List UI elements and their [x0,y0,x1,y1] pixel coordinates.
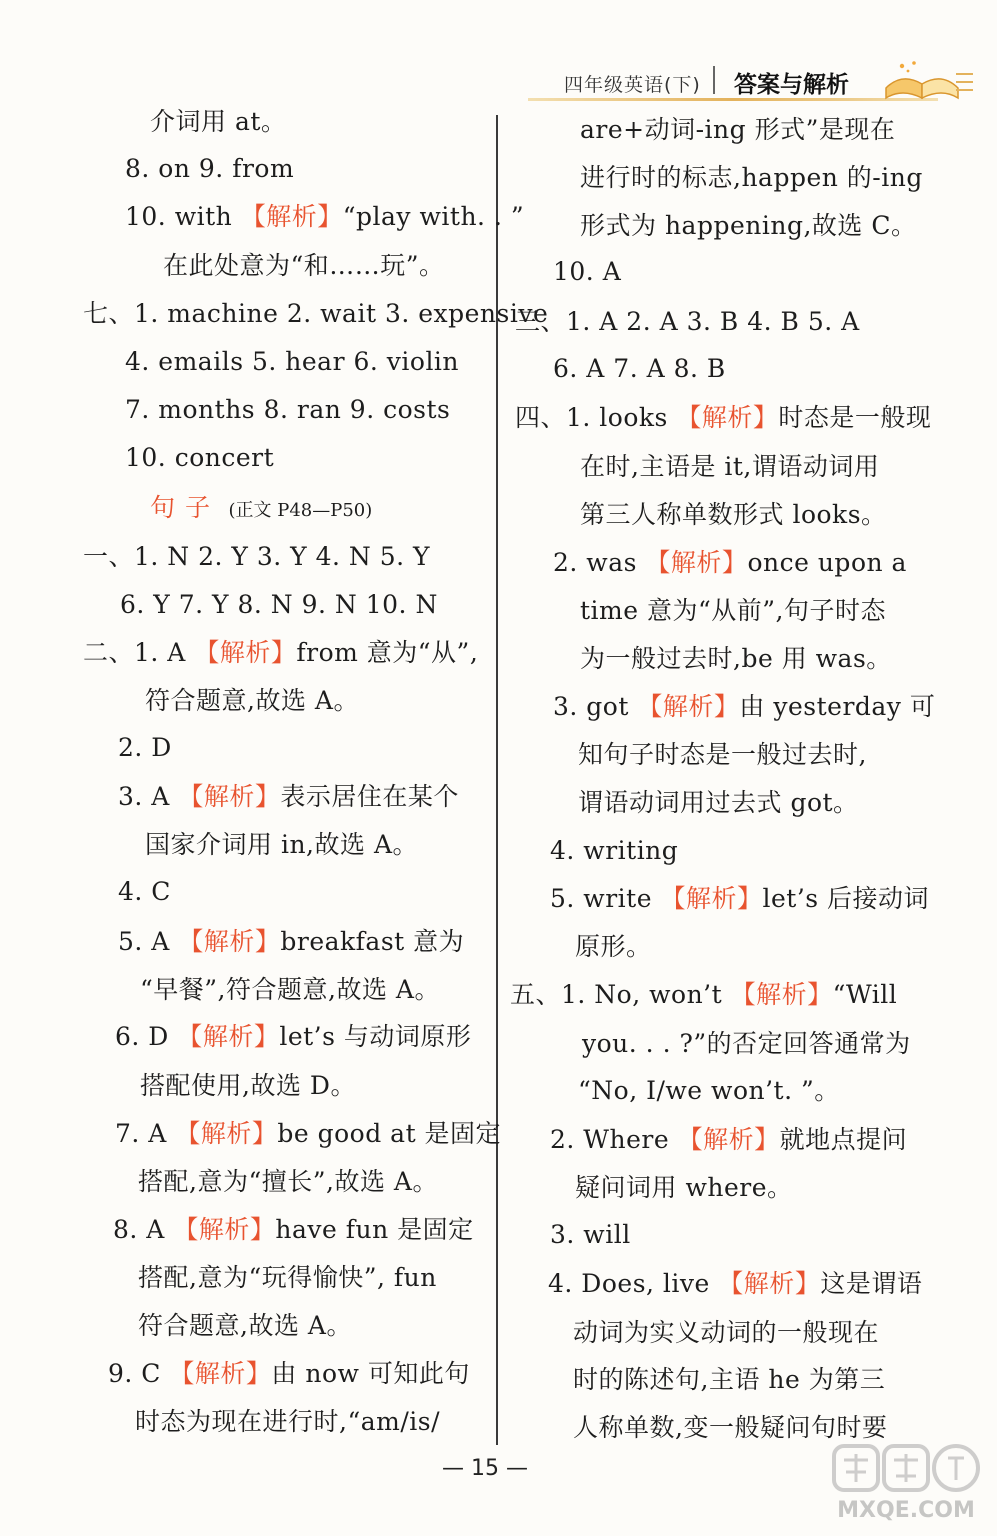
answer-line: “No, I/we won’t. ”。 [578,1076,840,1105]
answer-line: 6. Y 7. Y 8. N 9. N 10. N [120,590,438,619]
answer-label: 3. got [553,692,638,721]
analysis-text: “Will [832,980,898,1009]
answer-line [510,979,897,1011]
header-separator [713,66,715,94]
answer-line: 4. C [118,877,171,906]
watermark-logo-icon [826,1440,986,1500]
answer-label: 4. Does, live [548,1269,719,1298]
answer-label: 二、1. A [83,638,195,667]
analysis-tag: 【 解析 】 [676,403,778,432]
analysis-text: let’s 与动词原形 [279,1022,472,1051]
analysis-text: be good at 是固定 [277,1119,502,1148]
answer-label: 6. D [115,1022,178,1051]
answer-line [550,1124,907,1156]
section-heading-title: 句子 [150,493,221,522]
section-heading [150,492,372,527]
answer-line: 原形。 [575,932,652,961]
answer-label: 3. A [118,782,179,811]
answer-line: 在时,主语是 it,谓语动词用 [580,452,880,481]
answer-line: 搭配,意为“擅长”,故选 A。 [138,1167,438,1196]
answer-label: 五、1. No, won’t [510,980,731,1009]
page-header [528,66,973,100]
answer-label: 9. C [108,1359,170,1388]
analysis-tag: 【 解析 】 [718,1269,820,1298]
analysis-text: breakfast 意为 [280,927,465,956]
answer-line: 疑问词用 where。 [575,1173,793,1202]
answer-line [115,1118,501,1150]
answer-line: 在此处意为“和……玩”。 [163,251,445,280]
analysis-tag: 【 解析 】 [194,638,296,667]
answer-line: 国家介词用 in,故选 A。 [145,830,418,859]
header-rule [528,98,938,101]
analysis-text: 就地点提问 [779,1125,908,1154]
answer-line: 谓语动词用过去式 got。 [578,788,859,817]
answer-line [118,926,464,958]
answer-line: 10. A [553,257,622,286]
answer-line: 搭配,意为“玩得愉快”, fun [138,1263,437,1292]
section-heading-note: (正文 P48—P50) [228,500,373,521]
answer-line: 时的陈述句,主语 he 为第三 [573,1365,886,1394]
answer-line: 人称单数,变一般疑问句时要 [573,1413,888,1442]
answer-line: 知句子时态是一般过去时, [578,740,867,769]
answer-line: you. . . ?”的否定回答通常为 [582,1029,911,1058]
analysis-tag: 【 解析 】 [678,1125,780,1154]
answer-line: 2. D [118,733,172,762]
answer-label: 8. A [113,1215,174,1244]
answer-label: 5. A [118,927,179,956]
answer-line: time 意为“从前”,句子时态 [580,596,886,625]
answer-line [550,883,929,915]
answer-line: 3. will [550,1220,631,1249]
answer-line: 6. A 7. A 8. B [553,354,726,383]
answer-line: 七、1. machine 2. wait 3. expensive [83,299,549,328]
answer-line [125,201,524,233]
analysis-tag: 【 解析 】 [731,980,833,1009]
answer-line: “早餐”,符合题意,故选 A。 [140,975,440,1004]
answer-label: 2. was [553,548,646,577]
answer-line: 搭配使用,故选 D。 [140,1071,356,1100]
analysis-tag: 【 解析 】 [645,548,747,577]
analysis-tag: 【 解析 】 [177,1022,279,1051]
answer-line [115,1021,471,1053]
answer-line [108,1358,470,1390]
answer-label: 2. Where [550,1125,678,1154]
answer-label: 5. write [550,884,661,913]
analysis-tag: 【 解析 】 [637,692,739,721]
answer-line [553,547,907,579]
answer-line: 8. on 9. from [125,154,295,183]
analysis-text: let’s 后接动词 [762,884,930,913]
open-book-icon [878,58,973,102]
answer-line: 7. months 8. ran 9. costs [125,395,451,424]
answer-line [553,691,935,723]
header-title: 答案与解析 [734,72,849,98]
answer-line: 符合题意,故选 A。 [138,1311,352,1340]
answer-line: are+动词-ing 形式”是现在 [580,115,896,144]
analysis-tag: 【 解析 】 [169,1359,271,1388]
answer-label: 四、1. looks [515,403,677,432]
analysis-text: 时态是一般现 [778,403,932,432]
answer-line: 动词为实义动词的一般现在 [573,1318,880,1347]
answer-line [113,1214,474,1246]
analysis-text: from 意为“从”, [296,638,479,667]
answer-line: 进行时的标志,happen 的-ing [580,163,923,192]
watermark-text: MXQE.COM [837,1498,975,1523]
answer-line [83,637,478,669]
analysis-tag: 【 解析 】 [178,927,280,956]
answer-line [118,781,459,813]
answer-line: 三、1. A 2. A 3. B 4. B 5. A [515,307,860,336]
answer-line: 10. concert [125,443,275,472]
answer-line: 形式为 happening,故选 C。 [580,211,917,240]
analysis-text: 由 yesterday 可 [739,692,936,721]
header-grade: 四年级英语(下) [564,74,701,96]
analysis-text: 这是谓语 [820,1269,923,1298]
answer-label: 7. A [115,1119,176,1148]
answer-line [515,402,931,434]
analysis-text: 由 now 可知此句 [271,1359,470,1388]
watermark [826,1440,986,1530]
analysis-tag: 【 解析 】 [241,202,343,231]
answer-line: 4. emails 5. hear 6. violin [125,347,460,376]
answer-line: 时态为现在进行时,“am/is/ [135,1407,441,1436]
answer-line: 一、1. N 2. Y 3. Y 4. N 5. Y [83,542,431,571]
answer-line: 第三人称单数形式 looks。 [580,500,887,529]
analysis-tag: 【 解析 】 [660,884,762,913]
answer-label: 10. with [125,202,241,231]
answer-line: 为一般过去时,be 用 was。 [580,644,892,673]
analysis-text: once upon a [747,548,907,577]
analysis-text: have fun 是固定 [275,1215,474,1244]
analysis-tag: 【 解析 】 [173,1215,275,1244]
analysis-text: 表示居住在某个 [280,782,459,811]
answer-line [548,1268,922,1300]
page-number: — 15 — [442,1456,528,1481]
answer-line: 符合题意,故选 A。 [145,686,359,715]
analysis-tag: 【 解析 】 [175,1119,277,1148]
answer-line: 4. writing [550,836,679,865]
answer-line: 介词用 at。 [150,107,287,136]
analysis-tag: 【 解析 】 [178,782,280,811]
analysis-text: “play with. . ” [342,202,525,231]
